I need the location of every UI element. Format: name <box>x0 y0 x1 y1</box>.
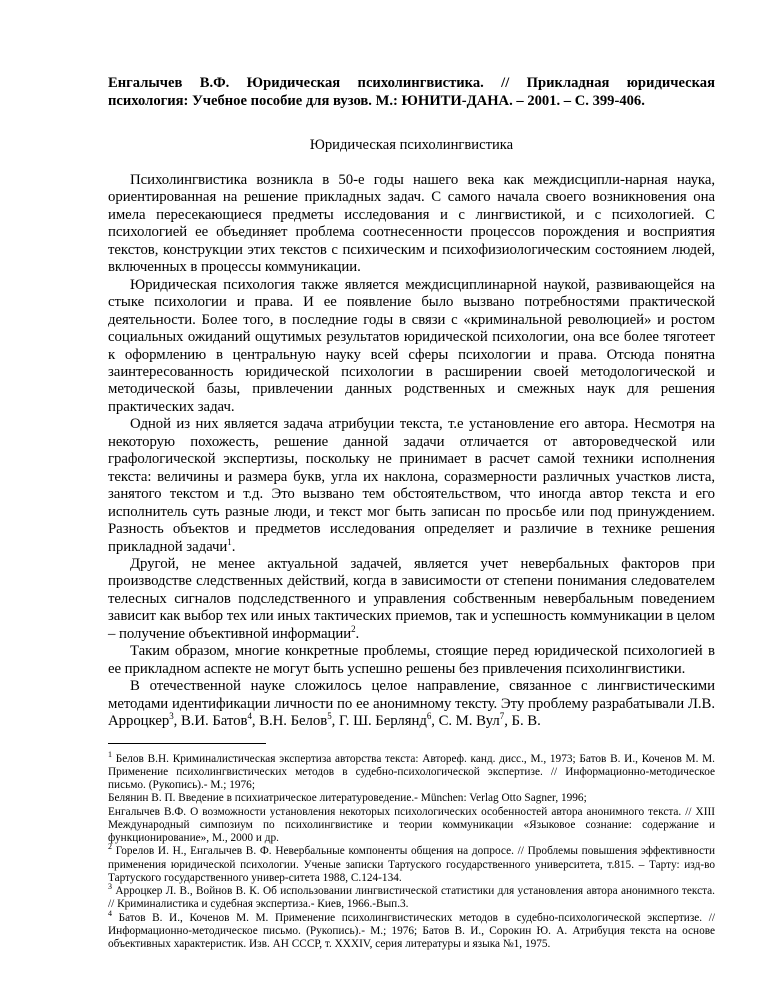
citation-header: Енгалычев В.Ф. Юридическая психолингвистика. // Прикладная юридическая психология: Учебное пособие для вузов. М.: ЮНИТИ-ДАНА. – 2001. – С. 399-406. <box>108 75 715 109</box>
footnote-ref-3[interactable]: 3 <box>169 711 174 722</box>
paragraph-3-end: . <box>231 538 236 555</box>
paragraph-4 <box>108 556 715 643</box>
footnote-4 <box>108 908 715 952</box>
footnote-1-line-1: Белов В.Н. Криминалистическая экспертиза авторства текста: Автореф. канд. дисс., М., 1973; Батов В. И., Коченов М. М. Применение психолингвистических методов в судебно-психологической экспертизе. // Информационно-методическое письмо. (Рукопись).- М.; 1976; <box>108 752 716 791</box>
paragraph-3 <box>108 416 715 556</box>
paragraph-3-text: Одной из них является задача атрибуции текста, т.е установление его автора. Несмотря на некоторую похожесть, решение данной задачи отличается от автороведческой или графологической экспертизы, поскольку не принимает в расчет самой техники исполнения текста: величины и размера букв, угла их наклона, соразмерности различных участков листа, занятого текстом и т.д. Это вызвано тем обстоятельством, что иногда автор текста и его исполнитель суть разные люди, и текст мог быть записан по просьбе или под принуждением. Разность объектов и предметов исследования определяет и различие в технике решения прикладной задачи <box>108 416 715 555</box>
footnote-4-number: 4 <box>108 908 112 918</box>
article-heading: Юридическая психолингвистика <box>309 137 514 153</box>
article-body <box>108 172 715 731</box>
footnote-ref-4[interactable]: 4 <box>247 711 252 722</box>
footnote-2-text: Горелов И. Н., Енгалычев В. Ф. Невербальные компоненты общения на допросе. // Проблемы повышения эффективности применения юридической психологии. Ученые записки Тартуского государственного университета, т.815. – Тарту: изд-во Тартуского государственного универ-ситета 1988, С.124-134. <box>108 845 715 884</box>
footnote-ref-5[interactable]: 5 <box>327 711 332 722</box>
paragraph-2: Юридическая психология также является междисциплинарной наукой, развивающейся на стыке психологии и права. И ее появление было вызвано потребностями практической деятельности. Более того, в последние годы в связи с «криминальной революцией» и ростом социальных ожиданий ощутимых результатов юридической психологии, она все более тяготеет к оформлению в центральную науку всей сферы психологии и права. Отсюда понятна заинтересованность юридической психологии в расширении своей методологической и методической базы, привлечении данных родственных и смежных наук для решения практических задач. <box>108 276 715 415</box>
footnote-1 <box>108 749 716 846</box>
footnote-1-number: 1 <box>108 749 112 759</box>
footnote-2 <box>108 842 715 885</box>
footnote-ref-6[interactable]: 6 <box>426 711 432 722</box>
paragraph-6-seg-7: , Б. В. <box>504 713 541 730</box>
paragraph-6-seg-5: , Г. Ш. Берлянд <box>331 713 427 730</box>
paragraph-6-seg-6: , С. М. Вул <box>431 713 500 730</box>
paragraph-4-end: . <box>355 625 360 642</box>
footnote-ref-7[interactable]: 7 <box>499 711 505 722</box>
document-page <box>108 74 715 951</box>
footnote-separator <box>108 743 266 744</box>
paragraph-6-seg-3: , В.И. Батов <box>173 713 248 730</box>
footnote-ref-1[interactable]: 1 <box>227 536 232 547</box>
footnote-3-text: Арроцкер Л. В., Войнов В. К. Об использовании лингвистической статистики для установления автора анонимного текста. // Криминалистика и судебная экспертиза.- Киев, 1966.-Вып.3. <box>108 885 716 911</box>
footnote-1-line-3: Енгалычев В.Ф. О возможности установления некоторых психологических особенностей автора анонимного текста. // XIII Международный симпозиум по психолингвистике и теории коммуникации «Языковое сознание: содержание и функционирование», М., 2000 и др. <box>108 805 715 844</box>
paragraph-6 <box>108 678 715 730</box>
paragraph-1: Психолингвистика возникла в 50-е годы нашего века как междисципли-нарная наука, ориентированная на решение прикладных задач. С самого начала своего возникновения она имела пересекающиеся предметы исследования и с лингвистикой, и с психологией. С психологией ее объединяет проблема соотнесенности процессов порождения и восприятия текстов, конструкции этих текстов с психическим и психофизиологическим состоянием людей, включенных в процессы коммуникации. <box>108 172 715 276</box>
footnote-1-line-2: Белянин В. П. Введение в психиатрическое литературоведение.- München: Verlag Otto Sagner, 1996; <box>108 792 587 805</box>
paragraph-6-seg-4: , В.Н. Белов <box>251 713 328 730</box>
footnote-4-text: Батов В. И., Коченов М. М. Применение психолингвистических методов в судебно-психологической экспертизе. // Информационно-методическое письмо. (Рукопись).- М.; 1976; Батов В. И., Сорокин Ю. А. Атрибуция текста на основе объективных характеристик. Изв. АН СССР, т. XXXIV, серия литературы и языка №1, 1975. <box>108 911 715 950</box>
footnote-3 <box>108 882 716 912</box>
paragraph-5: Таким образом, многие конкретные проблемы, стоящие перед юридической психологией в ее прикладном аспекте не могут быть успешно решены без привлечения психолингвистики. <box>108 643 715 677</box>
footnote-3-number: 3 <box>108 882 112 892</box>
footnotes <box>108 749 716 952</box>
paragraph-6-text: В отечественной науке сложилось целое направление, связанное с лингвистическими методами идентификации личности по ее анонимному тексту. Эту проблему разрабатывали Л.В. Арроцкер <box>108 678 715 730</box>
footnote-ref-2[interactable]: 2 <box>351 623 356 634</box>
paragraph-4-text: Другой, не менее актуальной задачей, является учет невербальных факторов при производстве следственных действий, когда в зависимости от степени понимания следователем телесных сигналов подследственного и управления собственным невербальным поведением зависит как выбор тех или иных тактических приемов, так и успешность коммуникации в целом – получение объективной информации <box>108 555 715 642</box>
footnote-2-number: 2 <box>108 842 112 852</box>
